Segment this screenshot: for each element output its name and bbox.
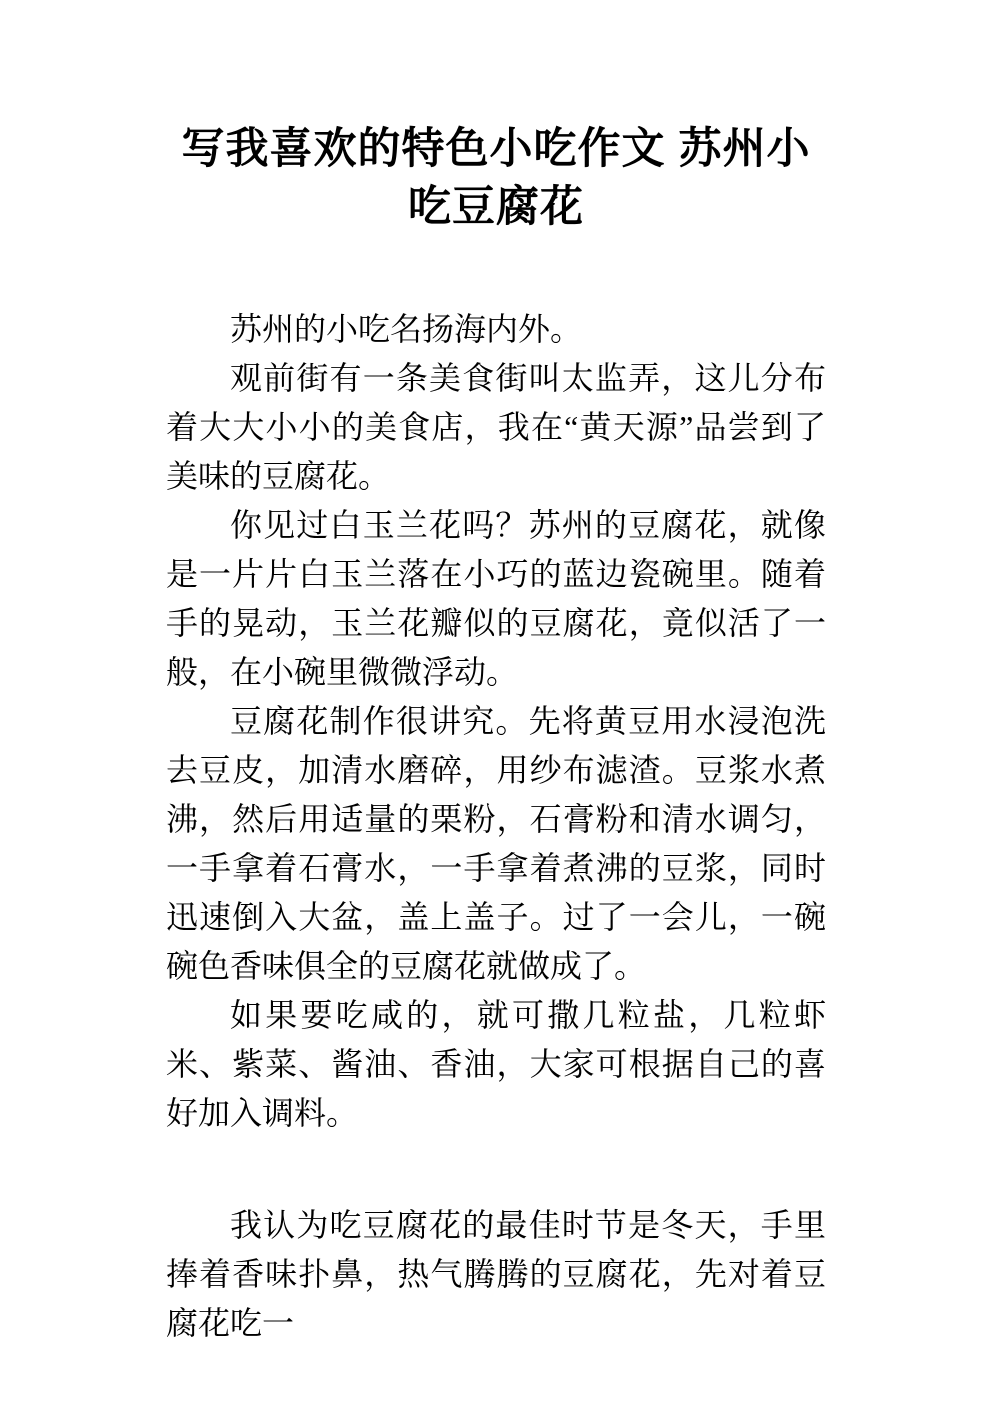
document-title: 写我喜欢的特色小吃作文 苏州小吃豆腐花 xyxy=(181,125,811,231)
paragraph-2: 观前街有一条美食街叫太监弄，这儿分布着大大小小的美食店，我在“黄天源”品尝到了美味的豆腐花。 xyxy=(166,360,826,494)
paragraph-3: 你见过白玉兰花吗？苏州的豆腐花，就像是一片片白玉兰落在小巧的蓝边瓷碗里。随着手的晃动，玉兰花瓣似的豆腐花，竟似活了一般，在小碗里微微浮动。 xyxy=(166,507,826,690)
document-body xyxy=(166,305,826,1348)
paragraph-5: 如果要吃咸的，就可撒几粒盐，几粒虾米、紫菜、酱油、香油，大家可根据自己的喜好加入调料。 xyxy=(166,997,826,1131)
paragraph-4: 豆腐花制作很讲究。先将黄豆用水浸泡洗去豆皮，加清水磨碎，用纱布滤渣。豆浆水煮沸，然后用适量的栗粉，石膏粉和清水调匀，一手拿着石膏水，一手拿着煮沸的豆浆，同时迅速倒入大盆，盖上盖子。过了一会儿，一碗碗色香味俱全的豆腐花就做成了。 xyxy=(166,703,826,984)
paragraph-1: 苏州的小吃名扬海内外。 xyxy=(230,311,583,347)
paragraph-6: 我认为吃豆腐花的最佳时节是冬天，手里捧着香味扑鼻，热气腾腾的豆腐花，先对着豆腐花吃一 xyxy=(166,1207,826,1341)
